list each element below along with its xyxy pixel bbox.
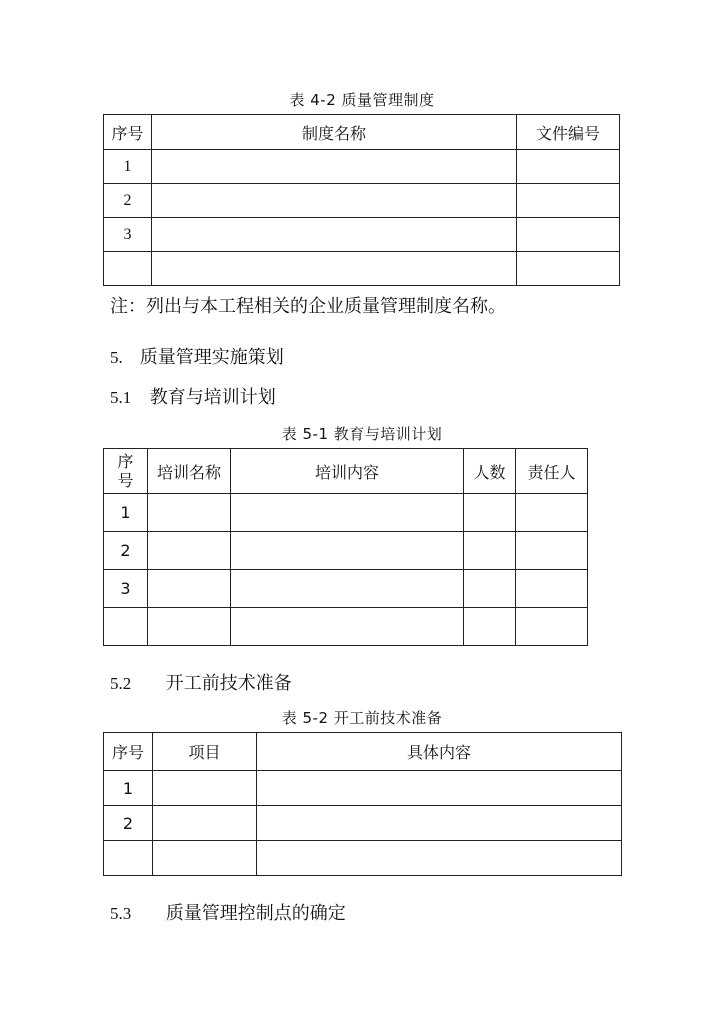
table-5-1-caption: 表 5-1 教育与培训计划 [281,425,443,443]
header-cell: 培训内容 [231,449,464,494]
table-5-1 [103,448,588,646]
table-cell [257,771,622,806]
table-cell [516,532,588,570]
section-title: 质量管理实施策划 [139,347,284,368]
table-cell [148,494,231,532]
header-cell: 人数 [464,449,516,494]
table-cell [231,494,464,532]
table-cell [517,150,620,184]
header-cell: 序号 [104,733,153,771]
table-4-2-caption: 表 4-2 质量管理制度 [289,91,435,109]
header-cell [104,449,148,494]
note-text: 注：列出与本工程相关的企业质量管理制度名称。 [110,296,506,317]
table-row [104,841,622,876]
section-title: 质量管理控制点的确定 [165,903,346,924]
table-cell [148,570,231,608]
table-cell [516,494,588,532]
header-cell: 责任人 [516,449,588,494]
table-cell [153,806,257,841]
section-number: 5.3 [110,904,132,923]
section-number: 5.1 [110,388,132,407]
header-cell: 具体内容 [257,733,622,771]
table-cell [153,841,257,876]
table-row [104,184,620,218]
section-5-3-heading [110,899,346,925]
section-5-2-heading [110,669,292,695]
row-number-cell: 2 [104,806,153,841]
table-cell [152,218,517,252]
section-5-heading [110,343,284,369]
header-cell: 培训名称 [148,449,231,494]
table-5-2-caption: 表 5-2 开工前技术准备 [281,709,443,727]
section-title: 开工前技术准备 [165,673,292,694]
header-cell: 序号 [104,115,152,150]
table-cell [517,252,620,286]
header-cell: 制度名称 [152,115,517,150]
section-number: 5. [110,348,123,367]
section-number: 5.2 [110,674,132,693]
row-number-cell: 3 [104,218,152,252]
table-row [104,771,622,806]
table-cell [516,570,588,608]
section-title: 教育与培训计划 [149,387,276,408]
table-cell [464,570,516,608]
table-row [104,252,620,286]
table-cell [257,806,622,841]
table-cell [464,608,516,646]
table-5-2 [103,732,622,876]
row-number-cell [104,252,152,286]
table-row [104,218,620,252]
table-row [104,608,588,646]
table-cell [517,218,620,252]
table-cell [516,608,588,646]
table-cell [152,252,517,286]
table-4-2 [103,114,620,286]
row-number-cell [104,841,153,876]
row-number-cell: 1 [104,150,152,184]
header-cell: 文件编号 [517,115,620,150]
header-cell-text: 序号 [117,452,134,490]
table-header-row [104,449,588,494]
row-number-cell: 2 [104,532,148,570]
table-cell [257,841,622,876]
table-cell [464,494,516,532]
table-cell [153,771,257,806]
table-cell [517,184,620,218]
table-row [104,150,620,184]
table-row [104,570,588,608]
row-number-cell: 3 [104,570,148,608]
table-row [104,494,588,532]
table-header-row [104,733,622,771]
table-cell [152,150,517,184]
table-cell [152,184,517,218]
table-row [104,806,622,841]
row-number-cell [104,608,148,646]
header-cell: 项目 [153,733,257,771]
table-cell [148,532,231,570]
table-cell [231,532,464,570]
table-cell [231,608,464,646]
row-number-cell: 2 [104,184,152,218]
table-cell [231,570,464,608]
table-row [104,532,588,570]
table-header-row [104,115,620,150]
row-number-cell: 1 [104,771,153,806]
table-cell [464,532,516,570]
section-5-1-heading [110,383,276,409]
row-number-cell: 1 [104,494,148,532]
table-cell [148,608,231,646]
